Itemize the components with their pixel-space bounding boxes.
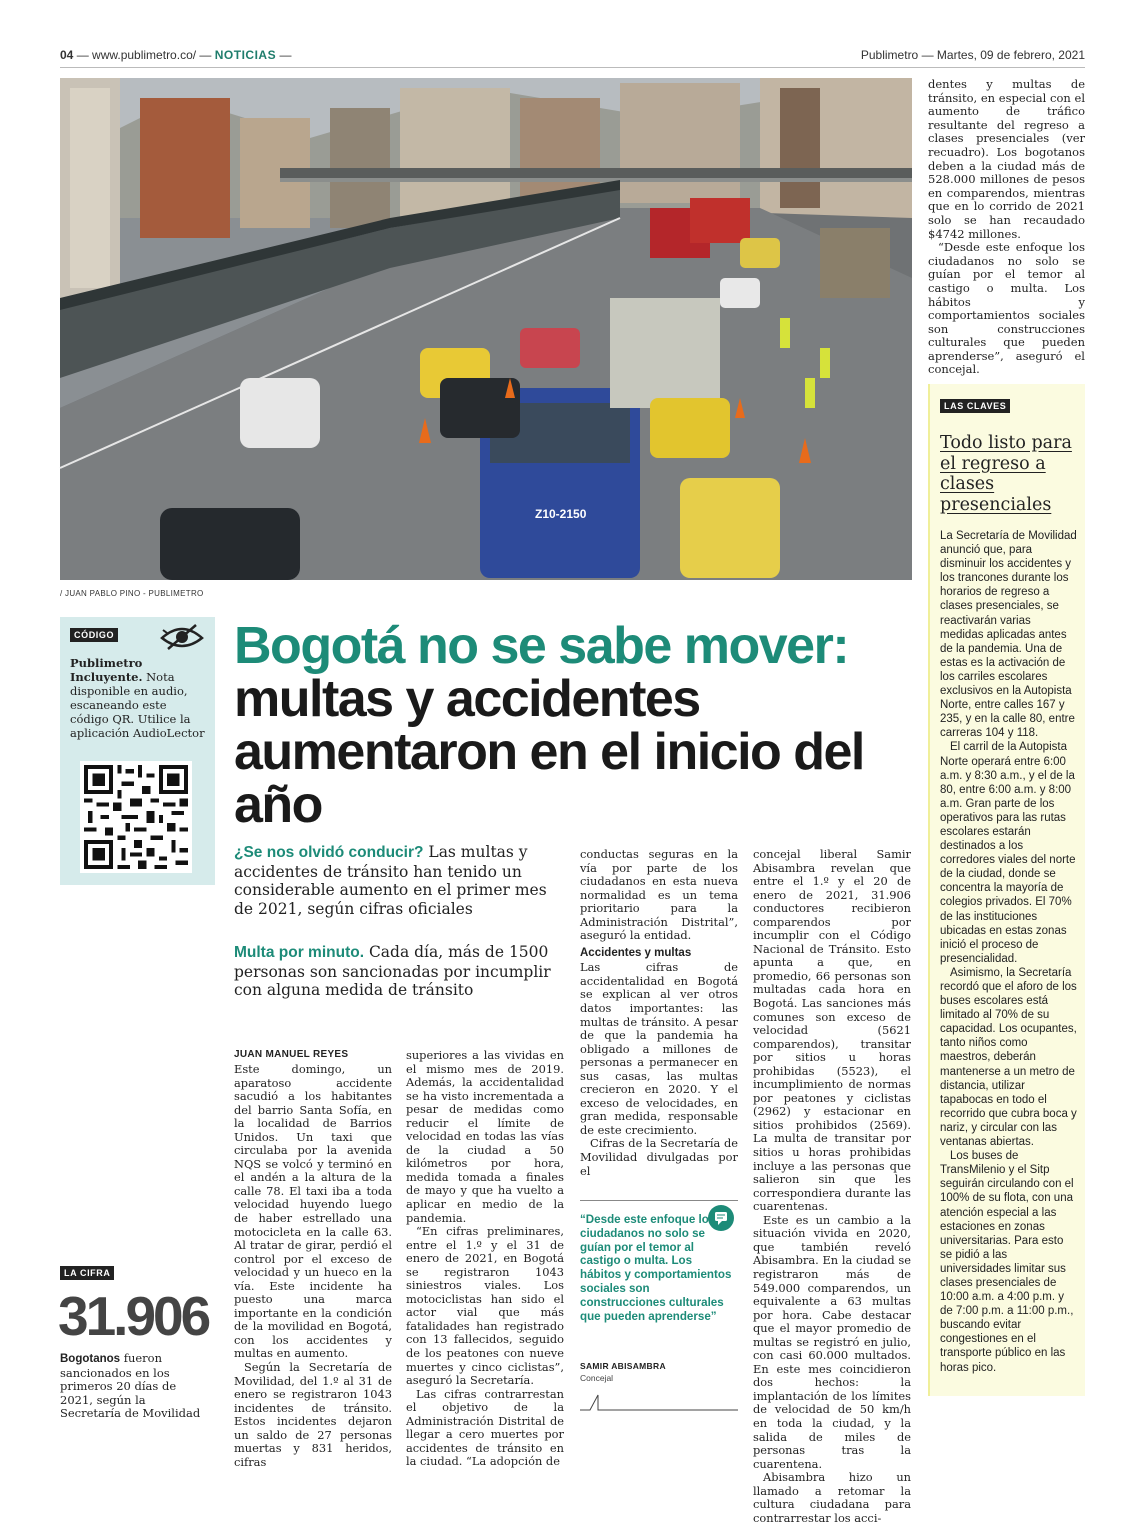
code-bold: Publimetro Incluyente. <box>70 656 143 684</box>
qr-code[interactable] <box>80 761 192 873</box>
body-column-1 <box>234 1063 392 1469</box>
body-paragraph: Este domingo, un aparatoso accidente sacudió a los habitantes del barrio Santa Sofía, en la localidad de Barrios Unidos. Un taxi que circulaba por la avenida NQS se volcó y terminó en el andén a la altura de la calle 78. El taxi iba a toda velocidad huyendo luego de haber estrellado una motocicleta en la calle 63. Al tratar de girar, perdió el control por el exceso de velocidad y un hueco en la vía. Este incidente ha puesto una marca importante en la condición de la movilidad en Bogotá, con los accidentes y multas en aumento. <box>234 1062 392 1361</box>
page-header <box>60 48 1085 66</box>
key-figure: 31.906 <box>58 1285 209 1347</box>
body-paragraph: superiores a las vividas en el mismo mes de 2019. Además, la accidentalidad se ha visto incrementada a pesar de medidas como reducir el límite de velocidad en todas las vías de la ciudad a 50 kilómetros por hora, medida tomada a finales de mayo y que ha vuelto a aplicar en medio de la pandemia. <box>406 1048 564 1225</box>
body-paragraph: Cifras de la Secretaría de Movilidad divulgadas por el <box>580 1136 738 1178</box>
code-text: Nota disponible en audio, escaneando este código QR. Utilice la aplicación AudioLector <box>70 670 205 740</box>
quote-author: SAMIR ABISAMBRA <box>580 1361 666 1371</box>
body-column-3 <box>580 848 738 1178</box>
key-figure-caption <box>60 1352 210 1421</box>
figure-tag: LA CIFRA <box>60 1266 114 1280</box>
section-name: NOTICIAS <box>214 48 277 62</box>
right-column-top <box>928 78 1085 377</box>
header-left <box>60 48 291 62</box>
body-paragraph: Este es un cambio a la situación vivida en 2020, que también reveló Abisambra. En la ciudad se registraron más de 549.000 comparendos, un equivalente a 63 multas por hora. Cabe destacar que el mayor promedio de multas se registró en julio, con casi 60.000 multados. En este mes coincidieron dos hechos: la implantación de los límites de velocidad de 50 km/h en toda la ciudad, y la salida de miles de personas tras la cuarentena. <box>753 1212 911 1471</box>
body-paragraph: conductas seguras en la vía por parte de los ciudadanos en esta nueva normalidad es un tema prioritario para la Administración Distrital”, aseguró la entidad. <box>580 847 738 943</box>
page-number: 04 <box>60 48 74 62</box>
bus-plate-text: Z10-2150 <box>535 507 587 521</box>
code-description <box>70 656 205 740</box>
section-dash: — <box>279 48 292 62</box>
subheadline-2 <box>234 943 564 1000</box>
dek-lead: ¿Se nos olvidó conducir? <box>234 844 424 861</box>
header-divider <box>60 67 1085 68</box>
body-paragraph: Abisambra hizo un llamado a retomar la cultura ciudadana para contrarrestar los acci- <box>753 1470 911 1525</box>
section-subhead: Accidentes y multas <box>580 946 692 959</box>
figure-bold: Bogotanos <box>60 1353 121 1365</box>
accessibility-eye-icon <box>159 622 205 652</box>
headline-black: multas y accidentes aumentaron en el inicio del año <box>234 670 864 834</box>
subheadline-1 <box>234 843 564 918</box>
quote-role: Concejal <box>580 1373 614 1383</box>
key-points-paragraph: Los buses de TransMilenio y el Sitp seguirán circulando con el 100% de su flota, con una atención especial a las estaciones en zonas universitarias. Para esto se pidió a las universidades limitar sus clases presenciales de 10:00 a.m. a 4:00 p.m. y de 7:00 p.m. a 11:00 p.m., buscando evitar congestiones en el transporte público en las horas pico. <box>940 1150 1074 1374</box>
key-points-text <box>940 529 1077 1375</box>
site-url[interactable]: — www.publimetro.co/ — <box>76 48 212 62</box>
code-tag: CÓDIGO <box>70 628 118 642</box>
dek-lead: Multa por minuto. <box>234 944 365 961</box>
key-points-paragraph: Asimismo, la Secretaría recordó que el aforo de los buses escolares está limitado al 70% de su capacidad. Los ocupantes, tanto niños como maestros, deberán mantenerse a un metro de distancia, utilizar tapabocas en todo el recorrido que cubra boca y nariz, y circular con las ventanas abiertas. <box>940 966 1077 1149</box>
photo-credit: / JUAN PABLO PINO - PUBLIMETRO <box>60 589 204 598</box>
dek-text: Las multas y accidentes de tránsito han tenido un considerable aumento en el primer mes de 2021, según cifras oficiales <box>234 843 547 918</box>
key-points-tag: LAS CLAVES <box>940 399 1010 413</box>
body-paragraph: Las cifras contrarrestan el objetivo de la Administración Distrital de llegar a cero muertes por accidentes de tránsito en la ciudad. “La adopción de <box>406 1386 564 1469</box>
traffic-photo <box>60 78 912 580</box>
body-paragraph: “En cifras preliminares, entre el 1.º y el 31 de enero de 2021, en Bogotá se registraron 1043 siniestros viales. Los motociclistas han sido el actor vial que más fatalidades han registrado con 13 fallecidos, seguido de los peatones con nueve muertes y cinco ciclistas”, aseguró la Secretaría. <box>406 1224 564 1388</box>
body-paragraph: Las cifras de accidentalidad en Bogotá se explican al ver otros datos importantes: las multas de tránsito. A pesar de que la pandemia ha obligado a millones de personas a permanecer en sus casas, las multas crecieron en 2020. Y el exceso de velocidades, en gran medida, responsable de este crecimiento. <box>580 960 738 1137</box>
audio-code-box <box>60 617 215 885</box>
right-paragraph: “Desde este enfoque los ciudadanos no solo se guían por el temor al castigo o multa. Los hábitos y comportamientos sociales son construcciones culturales que pueden aprenderse”, aseguró el concejal. <box>928 240 1085 377</box>
key-points-paragraph: El carril de la Autopista Norte operará entre 6:00 a.m. y 8:30 a.m., y el de la 80, entre 6:00 a.m. y 8:00 a.m. Gran parte de los operativos para las rutas escolares estarán destinados a los corredores viales del norte de la ciudad, donde se concentra la mayoría de colegios privados. El 70% de las instituciones ubicadas en estas zonas inició el proceso de presencialidad. <box>940 741 1076 965</box>
pull-quote <box>580 1200 738 1415</box>
figure-text: fueron sancionados en los primeros 20 días de 2021, según la Secretaría de Movilidad <box>60 1351 201 1420</box>
dek-text: Cada día, más de 1500 personas son sancionadas por incumplir con alguna medida de tránsito <box>234 943 551 999</box>
article-headline <box>234 617 914 834</box>
body-paragraph: concejal liberal Samir Abisambra revelan que entre el 1.º y el 20 de enero de 2021, 31.906 conductores recibieron comparendos por incumplir con el Código Nacional de Tránsito. Esto apunta a que, en promedio, 66 personas son multadas cada hora en Bogotá. Las sanciones más comunes son exceso de velocidad (5621 comparendos), transitar por sitios u horas prohibidas (5523), el incumplimiento de normas por peatones y ciclistas (2962) y estacionar en sitios prohibidos (2569). La multa de transitar por sitios u horas prohibidas incluye a las personas que salieron sin que les correspondiera durante las cuarentenas. <box>753 847 911 1214</box>
key-points-title: Todo listo para el regreso a clases presenciales <box>940 433 1072 515</box>
quote-divider <box>580 1393 738 1411</box>
key-points-box <box>928 384 1085 1396</box>
key-points-paragraph: La Secretaría de Movilidad anunció que, para disminuir los accidentes y los trancones durante los horarios de regreso a clases presenciales, se reactivarán varias medidas aplicadas antes de la pandemia. Una de estas es la activación de los carriles escolares exclusivos en la Autopista Norte, entre calles 167 y 235, y en la calle 80, entre carreras 104 y 118. <box>940 530 1077 740</box>
body-column-2 <box>406 1049 564 1469</box>
headline-teal: Bogotá no se sabe mover: <box>234 617 849 675</box>
quote-text: “Desde este enfoque los ciudadanos no solo se guían por el temor al castigo o multa. Los hábitos y comportamientos sociales son construcciones culturales que pueden aprenderse” <box>580 1213 732 1323</box>
right-paragraph: dentes y multas de tránsito, en especial con el aumento de tráfico resultante del regreso a clases presenciales (ver recuadro). Los bogotanos deben a la ciudad más de 528.000 millones de pesos en comparendos, mientras que en lo corrido de 2021 solo se han recaudado $4742 millones. <box>928 77 1085 241</box>
body-paragraph: Según la Secretaría de Movilidad, del 1.º al 31 de enero se registraron 1043 incidentes de tránsito. Estos incidentes dejaron un saldo de 27 personas muertas y 831 heridos, cifras <box>234 1360 392 1469</box>
header-date: Publimetro — Martes, 09 de febrero, 2021 <box>860 48 1085 62</box>
byline: JUAN MANUEL REYES <box>234 1049 349 1060</box>
body-column-4 <box>753 848 911 1525</box>
